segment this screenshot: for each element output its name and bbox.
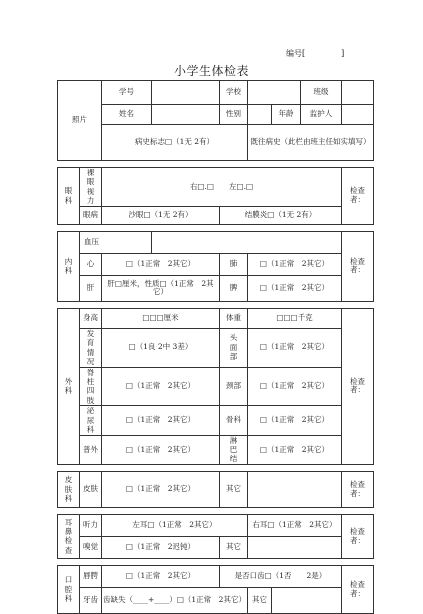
checkup-table bbox=[57, 80, 374, 614]
lymph-label: 淋巴结 bbox=[220, 435, 248, 464]
skin-label: 皮肤 bbox=[80, 472, 102, 508]
guardian-field[interactable] bbox=[342, 105, 374, 125]
section-gap bbox=[58, 465, 374, 472]
guardian-label: 监护人 bbox=[301, 105, 342, 125]
section-gap bbox=[58, 301, 374, 308]
past-history-label: 既往病史（此栏由班主任如实填写） bbox=[248, 125, 374, 161]
name-label: 姓名 bbox=[102, 105, 152, 125]
hearing-label: 听力 bbox=[80, 515, 102, 537]
serial-number bbox=[286, 48, 344, 59]
lung-label: 肺 bbox=[220, 253, 248, 275]
spleen-field[interactable]: □（1正常 2其它） bbox=[248, 275, 342, 301]
blood-pressure-field[interactable] bbox=[152, 231, 342, 253]
left-ear-field[interactable]: 左耳□（1正常 2其它） bbox=[102, 515, 248, 537]
head-face-field[interactable]: □（1正常 2其它） bbox=[248, 328, 342, 367]
serial-label: 编号[ bbox=[286, 49, 306, 58]
photo-cell[interactable]: 照片 bbox=[58, 81, 102, 161]
section-gap bbox=[58, 224, 374, 231]
height-label: 身高 bbox=[80, 308, 102, 328]
neck-label: 颈部 bbox=[220, 367, 248, 406]
school-label: 学校 bbox=[220, 81, 248, 105]
right-ear-field[interactable]: 右耳□（1正常 2其它） bbox=[248, 515, 342, 537]
eye-disease-label: 眼病 bbox=[80, 206, 102, 224]
gender-label: 性别 bbox=[220, 105, 248, 125]
skin-section-label: 皮肤科 bbox=[58, 472, 80, 508]
skin-other-label: 其它 bbox=[220, 472, 248, 508]
class-label: 班级 bbox=[301, 81, 342, 105]
bone-label: 骨科 bbox=[220, 406, 248, 435]
heart-label: 心 bbox=[80, 253, 102, 275]
vision-value[interactable]: 右□.□ 左□.□ bbox=[102, 168, 342, 207]
age-label: 年龄 bbox=[272, 105, 301, 125]
oral-section-label: 口腔科 bbox=[58, 566, 80, 614]
class-field[interactable] bbox=[342, 81, 374, 105]
eye-section-label: 眼科 bbox=[58, 168, 80, 225]
development-label: 发育情况 bbox=[80, 328, 102, 367]
student-id-label: 学号 bbox=[102, 81, 152, 105]
history-mark[interactable]: 病史标志□（1无 2有） bbox=[102, 125, 248, 161]
lung-field[interactable]: □（1正常 2其它） bbox=[248, 253, 342, 275]
spine-field[interactable]: □（1正常 2其它） bbox=[102, 367, 220, 406]
section-gap bbox=[58, 559, 374, 566]
spleen-label: 脾 bbox=[220, 275, 248, 301]
skin-field[interactable]: □（1正常 2其它） bbox=[102, 472, 220, 508]
liver-label: 肝 bbox=[80, 275, 102, 301]
bone-field[interactable]: □（1正常 2其它） bbox=[248, 406, 342, 435]
ent-other-label: 其它 bbox=[220, 537, 248, 559]
spine-label: 脊柱四肢 bbox=[80, 367, 102, 406]
heart-field[interactable]: □（1正常 2其它） bbox=[102, 253, 220, 275]
school-field[interactable] bbox=[248, 81, 301, 105]
smell-field[interactable]: □（1正常 2迟钝） bbox=[102, 537, 220, 559]
internal-section-label: 内科 bbox=[58, 231, 80, 301]
oral-other-field[interactable] bbox=[272, 588, 342, 614]
internal-examiner[interactable]: 检查者： bbox=[342, 231, 374, 301]
general-surgery-label: 普外 bbox=[80, 435, 102, 464]
gender-field[interactable] bbox=[248, 105, 272, 125]
eye-examiner[interactable]: 检查者： bbox=[342, 168, 374, 225]
smell-label: 嗅觉 bbox=[80, 537, 102, 559]
surgery-examiner[interactable]: 检查者： bbox=[342, 308, 374, 464]
ent-section-label: 耳鼻检查 bbox=[58, 515, 80, 559]
teeth-label: 牙齿 bbox=[80, 588, 102, 614]
general-surgery-field[interactable]: □（1正常 2其它） bbox=[102, 435, 220, 464]
weight-field[interactable]: □□□千克 bbox=[248, 308, 342, 328]
lips-label: 唇腭 bbox=[80, 566, 102, 588]
lymph-field[interactable]: □（1正常 2其它） bbox=[248, 435, 342, 464]
stammer-field[interactable]: 是否口齿□（1否 2是） bbox=[220, 566, 342, 588]
blood-pressure-label: 血压 bbox=[80, 231, 152, 253]
ent-examiner[interactable]: 检查者： bbox=[342, 515, 374, 559]
vision-label: 裸眼视力 bbox=[80, 168, 102, 207]
weight-label: 体重 bbox=[220, 308, 248, 328]
ent-other-field[interactable] bbox=[248, 537, 342, 559]
conjunctivitis-field[interactable]: 结膜炎□（1无 2有） bbox=[220, 206, 342, 224]
urology-label: 泌尿科 bbox=[80, 406, 102, 435]
liver-field[interactable]: 肝□厘米，性质□（1正常 2其它） bbox=[102, 275, 220, 301]
page-title: 小学生体检表 bbox=[173, 64, 249, 78]
serial-close: ] bbox=[341, 49, 345, 58]
section-gap bbox=[58, 161, 374, 168]
section-gap bbox=[58, 508, 374, 515]
skin-examiner[interactable]: 检查者： bbox=[342, 472, 374, 508]
surgery-section-label: 外科 bbox=[58, 308, 80, 464]
student-id-field[interactable] bbox=[152, 81, 220, 105]
neck-field[interactable]: □（1正常 2其它） bbox=[248, 367, 342, 406]
trachoma-field[interactable]: 沙眼□（1无 2有） bbox=[102, 206, 220, 224]
urology-field[interactable]: □（1正常 2其它） bbox=[102, 406, 220, 435]
skin-other-field[interactable] bbox=[248, 472, 342, 508]
head-face-label: 头面部 bbox=[220, 328, 248, 367]
teeth-field[interactable]: 齿缺失（____+____）□（1正常 2其它） bbox=[102, 588, 248, 614]
name-field[interactable] bbox=[152, 105, 220, 125]
height-field[interactable]: □□□厘米 bbox=[102, 308, 220, 328]
development-field[interactable]: □（1良 2中 3差） bbox=[102, 328, 220, 367]
oral-other-label: 其它 bbox=[248, 588, 272, 614]
oral-examiner[interactable]: 检查者： bbox=[342, 566, 374, 614]
lips-field[interactable]: □（1正常 2其它） bbox=[102, 566, 220, 588]
